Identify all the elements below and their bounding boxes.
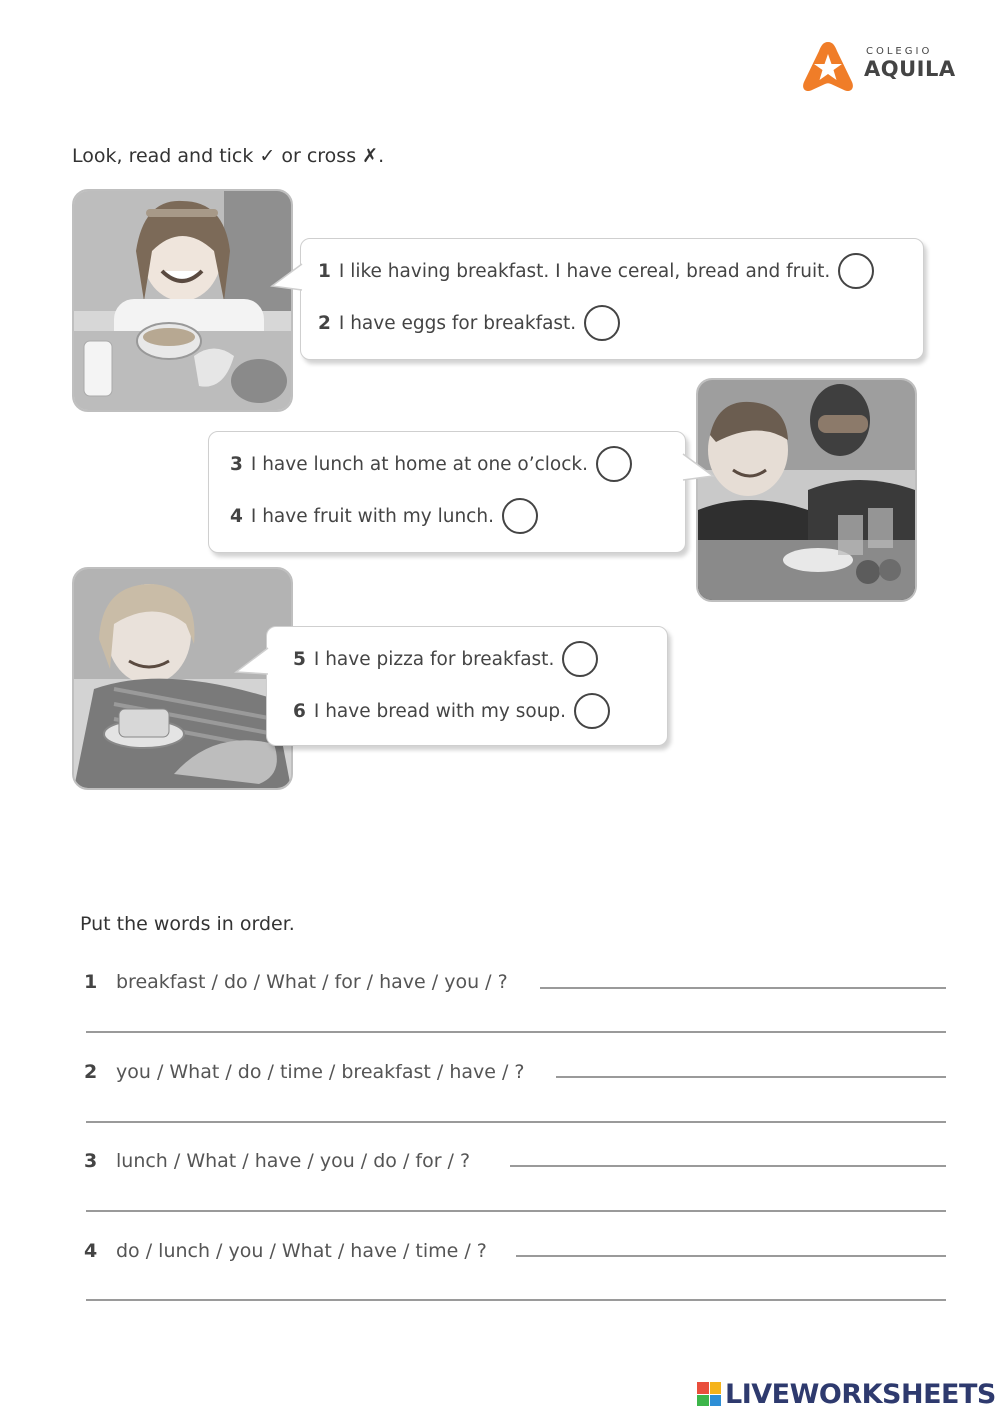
logo-subtitle: COLEGIO (866, 46, 933, 57)
statement-1 (318, 253, 874, 289)
order-item-4 (84, 1240, 487, 1262)
answer-line (86, 1121, 946, 1123)
statement-4 (230, 498, 538, 534)
answer-input-4b[interactable] (88, 1273, 947, 1301)
answer-input-3b[interactable] (88, 1184, 947, 1212)
answer-circle-5[interactable] (562, 641, 598, 677)
instruction-tick-cross: Look, read and tick ✓ or cross ✗. (72, 145, 385, 167)
answer-input-2a[interactable] (558, 1050, 947, 1078)
bubble-tail-2 (681, 452, 715, 484)
brand-text: LIVEWORKSHEETS (725, 1378, 996, 1410)
order-words: lunch / What / have / you / do / for / ? (116, 1150, 471, 1172)
order-words: breakfast / do / What / for / have / you / ? (116, 971, 508, 993)
order-number: 4 (84, 1240, 98, 1262)
answer-line (540, 987, 946, 989)
order-item-3 (84, 1150, 470, 1172)
statement-text: I like having breakfast. I have cereal, bread and fruit. (338, 260, 831, 282)
statement-number: 2 (318, 312, 331, 334)
instruction-word-order: Put the words in order. (80, 913, 295, 935)
statement-6 (293, 693, 610, 729)
answer-circle-3[interactable] (596, 446, 632, 482)
order-item-2 (84, 1061, 525, 1083)
photo-boys-lunch (696, 378, 917, 602)
order-number: 1 (84, 971, 98, 993)
star-logo-icon (800, 40, 856, 94)
colegio-aquila-logo (800, 40, 956, 94)
answer-line (556, 1076, 946, 1078)
logo-name: AQUILA (864, 57, 956, 81)
order-words: you / What / do / time / breakfast / have / ? (116, 1061, 525, 1083)
answer-input-1a[interactable] (542, 962, 946, 990)
statement-number: 3 (230, 453, 243, 475)
answer-line (516, 1255, 946, 1257)
order-number: 3 (84, 1150, 98, 1172)
answer-input-4a[interactable] (518, 1229, 947, 1257)
answer-circle-2[interactable] (584, 305, 620, 341)
statement-number: 1 (318, 260, 331, 282)
statement-number: 6 (293, 700, 306, 722)
order-item-1 (84, 971, 508, 993)
answer-line (510, 1165, 946, 1167)
order-words: do / lunch / you / What / have / time / ? (116, 1240, 487, 1262)
statement-3 (230, 446, 632, 482)
answer-input-1b[interactable] (88, 1005, 947, 1033)
order-number: 2 (84, 1061, 98, 1083)
liveworksheets-icon (697, 1382, 721, 1406)
answer-input-3a[interactable] (512, 1140, 946, 1168)
statement-number: 4 (230, 505, 243, 527)
bubble-tail-1 (270, 262, 304, 294)
answer-line (86, 1210, 946, 1212)
answer-line (86, 1299, 946, 1301)
statement-number: 5 (293, 648, 306, 670)
answer-input-2b[interactable] (88, 1095, 947, 1123)
bubble-tail-3 (234, 646, 270, 678)
statement-text: I have eggs for breakfast. (338, 312, 577, 334)
photo-girl-breakfast (72, 189, 293, 412)
liveworksheets-brand (697, 1378, 996, 1410)
statement-text: I have lunch at home at one o’clock. (250, 453, 589, 475)
statement-text: I have fruit with my lunch. (250, 505, 494, 527)
statement-2 (318, 305, 620, 341)
answer-circle-4[interactable] (502, 498, 538, 534)
answer-circle-6[interactable] (574, 693, 610, 729)
answer-circle-1[interactable] (838, 253, 874, 289)
statement-text: I have bread with my soup. (313, 700, 567, 722)
photo-girl-soup (72, 567, 293, 790)
answer-line (86, 1031, 946, 1033)
statement-text: I have pizza for breakfast. (313, 648, 555, 670)
statement-5 (293, 641, 598, 677)
